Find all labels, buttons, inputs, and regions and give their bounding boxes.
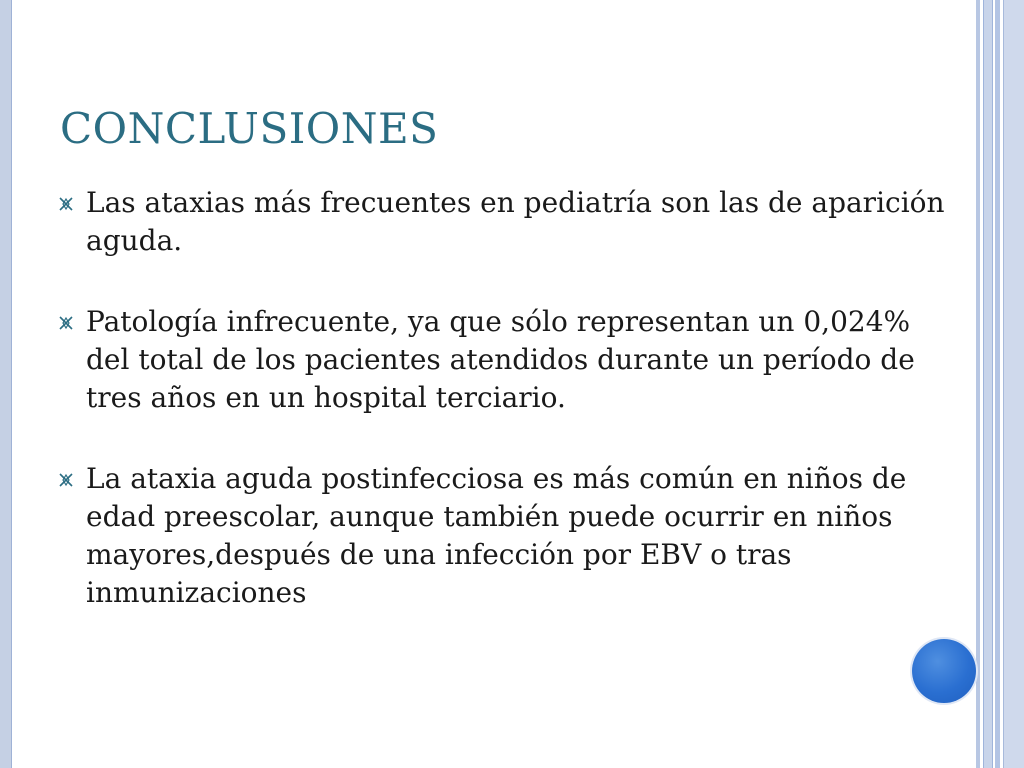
bullet-ornament-icon (58, 196, 74, 212)
bullet-text: La ataxia aguda postinfecciosa es más común en niños de edad preescolar, aunque también puede ocurrir en niños mayores,después de una infección por EBV o tras inmunizaciones (86, 462, 907, 609)
bullet-text: Patología infrecuente, ya que sólo representan un 0,024% del total de los pacientes atendidos durante un período de tres años en un hospital terciario. (86, 305, 915, 414)
right-decorative-bars (976, 0, 1024, 768)
bullet-ornament-icon (58, 472, 74, 488)
right-bar-2 (983, 0, 993, 768)
bullet-ornament-icon (58, 315, 74, 331)
bullet-item (58, 303, 958, 417)
bullet-text: Las ataxias más frecuentes en pediatría son las de aparición aguda. (86, 186, 945, 257)
right-bar-4 (1003, 0, 1024, 768)
left-decorative-bar (0, 0, 12, 768)
right-bar-3 (995, 0, 1000, 768)
bullet-item (58, 460, 958, 612)
bullet-list (58, 184, 958, 655)
bullet-item (58, 184, 958, 260)
right-bar-1 (976, 0, 980, 768)
slide-title: CONCLUSIONES (60, 104, 439, 153)
